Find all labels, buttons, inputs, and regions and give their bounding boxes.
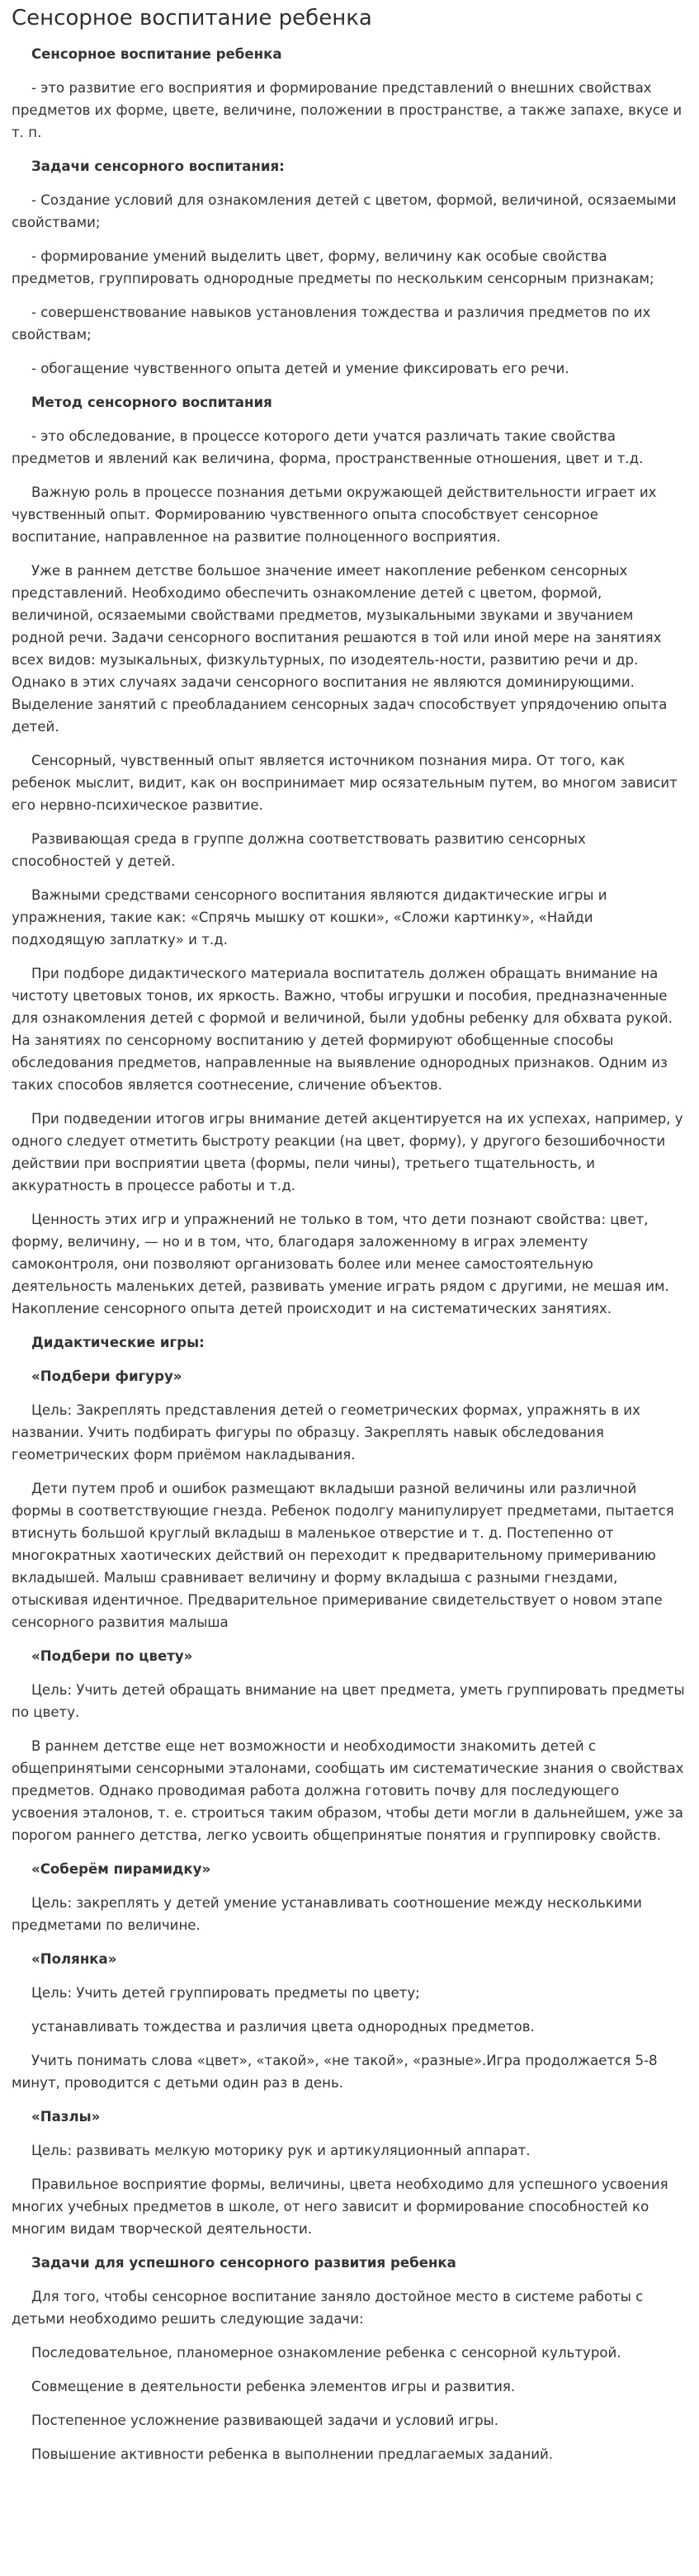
paragraph: Совмещение в деятельности ребенка элементов игры и развития. (31, 2379, 516, 2394)
game-title: «Соберём пирамидку» (31, 1861, 211, 1877)
game-title: «Подбери фигуру» (31, 1368, 182, 1384)
section-heading: Сенсорное воспитание ребенка (31, 46, 282, 62)
paragraph: В раннем детстве еще нет возможности и необходимости знакомить детей с общепринятыми сенсорными эталонами, сообщать им систематические знания о свойствах предметов. Однако проводимая работа должна готовить почву для последующего усвоения эталонов, т. е. строиться таким образом, чтобы дети могли в дальнейшем, уже за порогом раннего детства, легко усвоить общепринятые понятия и группировку свойств. (12, 1738, 684, 1843)
paragraph: Учить понимать слова «цвет», «такой», «не такой», «разные».Игра продолжается 5-8 минут, проводится с детьми один раз в день. (12, 2053, 658, 2091)
paragraph: Последовательное, планомерное ознакомление ребенка с сенсорной культурой. (31, 2345, 621, 2361)
section-heading: Дидактические игры: (31, 1335, 205, 1350)
paragraph: Дети путем проб и ошибок размещают вкладыши разной величины или различной формы в соответствующие гнезда. Ребенок подолгу манипулирует предметами, пытается втиснуть большой круглый вкладыш в маленькое отверстие и т. д. Постепенно от многократных хаотических действий он переходит к предварительному примериванию вкладышей. Малыш сравнивает величину и форму вкладыша с разными гнездами, отыскивая идентичное. Предварительное примеривание свидетельствует о новом этапе сенсорного развития малыша (12, 1481, 674, 1630)
paragraph: - совершенствование навыков установления тождества и различия предметов по их свойствам; (12, 305, 651, 343)
paragraph: - это развитие его восприятия и формирование представлений о внешних свойствах предметов их форме, цвете, величине, положении в пространстве, а также запахе, вкусе и т. п. (12, 80, 682, 140)
section-heading: Задачи сенсорного воспитания: (31, 158, 285, 174)
page-title: Сенсорное воспитание ребенка (12, 6, 372, 31)
paragraph: При подведении итогов игры внимание детей акцентируется на их успехах, например, у одного следует отметить быстроту реакции (на цвет, форму), у другого безошибочности действии при восприятии цвета (формы, пели чины), третьего тщательность, и аккуратность в процессе работы и т.д. (12, 1111, 683, 1193)
paragraph: Цель: закреплять у детей умение устанавливать соотношение между несколькими предметами по величине. (12, 1895, 642, 1933)
game-title: «Подбери по цвету» (31, 1648, 193, 1664)
paragraph: Сенсорный, чувственный опыт является источником познания мира. От того, как ребенок мыслит, видит, как он воспринимает мир осязательным путем, во многом зависит его нервно-психическое развитие. (12, 753, 678, 813)
paragraph: Уже в раннем детстве большое значение имеет накопление ребенком сенсорных представлений. Необходимо обеспечить ознакомление детей с цветом, формой, величиной, осязаемыми свойствами предметов, музыкальными звуками и звучанием родной речи. Задачи сенсорного воспитания решаются в той или иной мере на занятиях всех видов: музыкальных, физкультурных, по изодеятель-ности, развитию речи и др. Однако в этих случаях задачи сенсорного воспитания не являются доминирующими. Выделение занятий с преобладанием сенсорных задач способствует упрядочению опыта детей. (12, 563, 668, 735)
paragraph: Цель: развивать мелкую моторику рук и артикуляционный аппарат. (31, 2143, 531, 2158)
paragraph: устанавливать тождества и различия цвета однородных предметов. (31, 2019, 535, 2035)
paragraph: При подборе дидактического материала воспитатель должен обращать внимание на чистоту цветовых тонов, их яркость. Важно, чтобы игрушки и пособия, предназначенные для ознакомления детей с формой и величиной, были удобны ребенку для обхвата рукой. На занятиях по сенсорному воспитанию у детей формируют обобщенные способы обследования предметов, направленные на выявление однородных признаков. Одним из таких способов является соотнесение, сличение объектов. (12, 966, 673, 1093)
paragraph: Развивающая среда в группе должна соответствовать развитию сенсорных способностей у детей. (12, 831, 586, 869)
section-heading: Задачи для успешного сенсорного развития ребенка (31, 2255, 456, 2271)
paragraph: Повышение активности ребенка в выполнении предлагаемых заданий. (31, 2446, 554, 2462)
game-title: «Пазлы» (31, 2109, 101, 2125)
paragraph: Цель: Учить детей обращать внимание на цвет предмета, уметь группировать предметы по цвету. (12, 1682, 685, 1720)
section-heading: Метод сенсорного воспитания (31, 395, 272, 410)
article-body (12, 43, 687, 2465)
paragraph: Постепенное усложнение развивающей задачи и условий игры. (31, 2413, 499, 2428)
paragraph: Ценность этих игр и упражнений не только в том, что дети познают свойства: цвет, форму, величину, — но и в том, что, благодаря заложенному в играх элементу самоконтроля, они позволяют организовать более или менее самостоятельную деятельность маленьких детей, развивать умение играть рядом с другими, не мешая им. Накопление сенсорного опыта детей происходит и на систематических занятиях. (12, 1212, 669, 1316)
paragraph: Цель: Закреплять представления детей о геометрических формах, упражнять в их названии. Учить подбирать фигуры по образцу. Закреплять навык обследования геометрических форм приёмом накладывания. (12, 1402, 640, 1463)
paragraph: Правильное восприятие формы, величины, цвета необходимо для успешного усвоения многих учебных предметов в школе, от него зависит и формирование способностей ко многим видам творческой деятельности. (12, 2177, 668, 2237)
paragraph: - обогащение чувственного опыта детей и умение фиксировать его речи. (31, 361, 569, 376)
paragraph: Важными средствами сенсорного воспитания являются дидактические игры и упражнения, такие как: «Спрячь мышку от кошки», «Сложи картинку», «Найди подходящую заплатку» и т.д. (12, 887, 607, 948)
paragraph: - формирование умений выделить цвет, форму, величину как особые свойства предметов, группировать однородные предметы по нескольким сенсорным признакам; (12, 248, 654, 286)
paragraph: - Создание условий для ознакомления детей с цветом, формой, величиной, осязаемыми свойствами; (12, 192, 677, 230)
paragraph: Важную роль в процессе познания детьми окружающей действительности играет их чувственный опыт. Формированию чувственного опыта способствует сенсорное воспитание, направленное на развитие полноценного восприятия. (12, 484, 657, 545)
game-title: «Полянка» (31, 1951, 117, 1967)
paragraph: Для того, чтобы сенсорное воспитание заняло достойное место в системе работы с детьми необходимо решить следующие задачи: (12, 2289, 644, 2327)
paragraph: Цель: Учить детей группировать предметы по цвету; (31, 1985, 420, 2001)
paragraph: - это обследование, в процессе которого дети учатся различать такие свойства предметов и явлений как величина, форма, пространственные отношения, цвет и т.д. (12, 428, 644, 466)
